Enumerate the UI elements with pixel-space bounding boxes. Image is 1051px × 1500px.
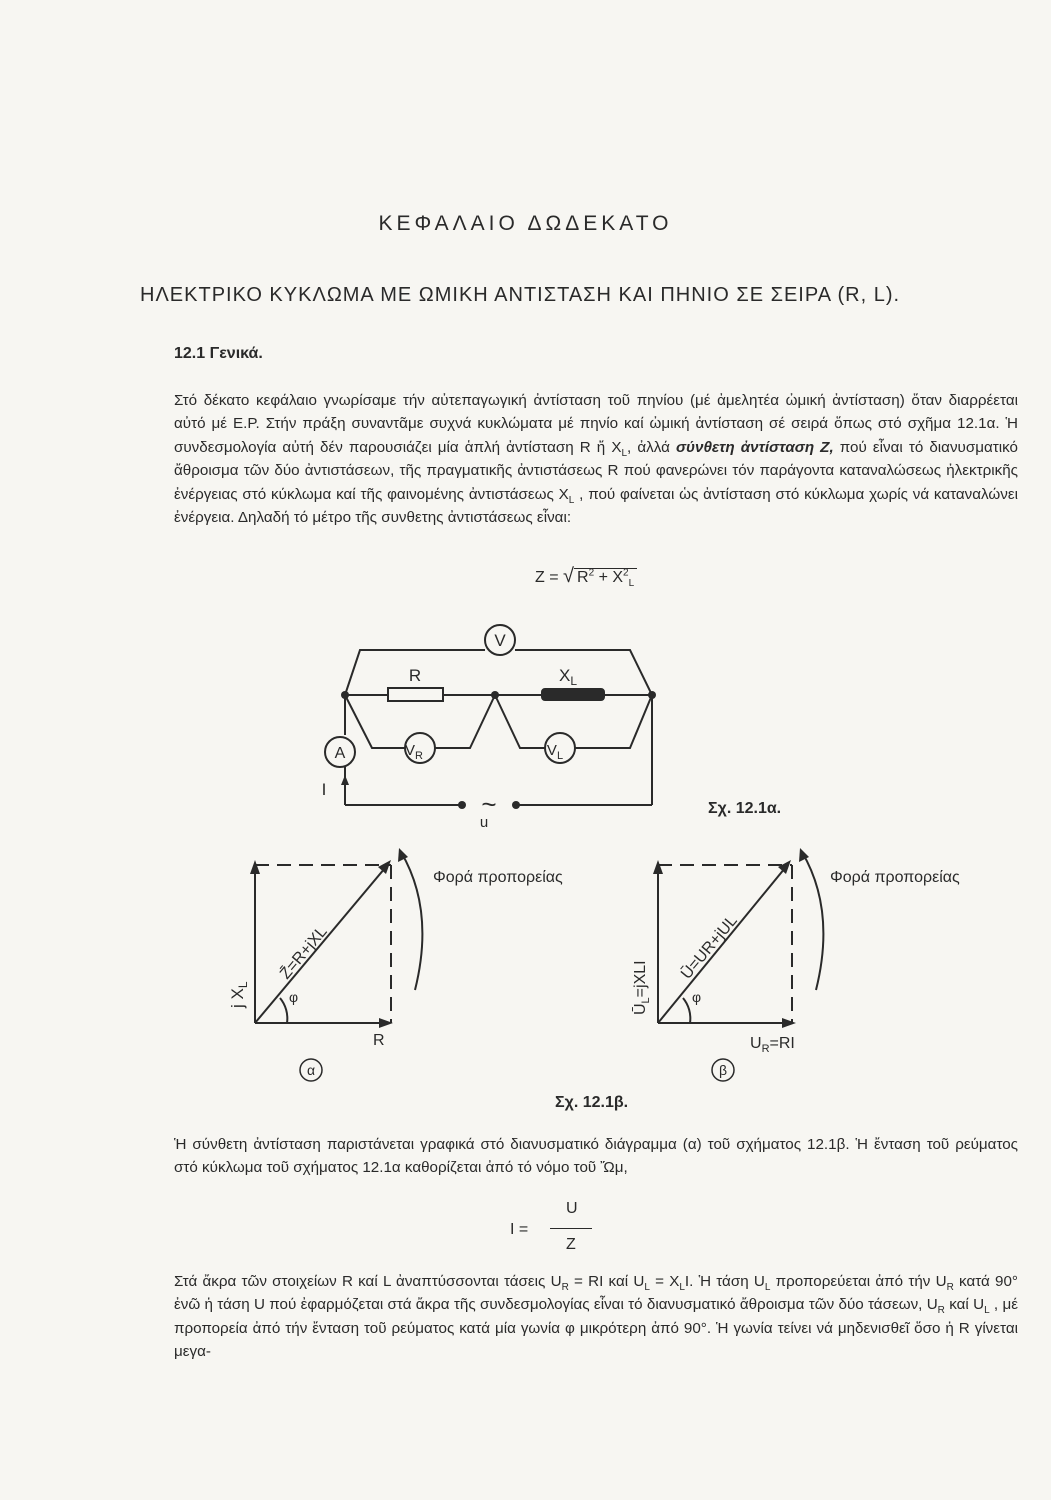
- terminal-right: [512, 801, 520, 809]
- inductor-symbol: [542, 689, 604, 700]
- formula-x-sup: 2: [623, 567, 629, 579]
- p3-f: κατά 90° ἐνῶ ἡ τάση U πού ἐφαρμόζεται στά ἄκρα τῆς συνδεσμολογίας εἶναι τό διανυσματικό ἄθροισμα τῶν δύο τάσεων, U: [174, 1273, 1018, 1314]
- p3-h: , μέ προπορεία ἀπό τήν ἔνταση τοῦ ρεύματος κατά μία γωνία φ μικρότερη ἀπό 90°. Ἡ γωνία τείνει νά μηδενισθεῖ ὅσο ἡ R γίνεται μεγα-: [174, 1296, 1018, 1361]
- ammeter-label: A: [334, 745, 346, 762]
- formula-z-lhs: Z =: [535, 569, 559, 586]
- phasor-b-angle-label: φ: [692, 989, 702, 1005]
- p3-b: = RI καί U: [568, 1273, 645, 1290]
- node-left: [341, 691, 349, 699]
- p3-c-sub: L: [679, 1282, 685, 1294]
- vr-meter-label: $V_R$: [405, 742, 423, 762]
- wire-vr-right: [435, 695, 495, 748]
- phasor-b-rotation-arrowhead: [799, 848, 809, 862]
- phasor-b-rotation-arc: [802, 852, 823, 990]
- wire-vl-left: [495, 695, 545, 748]
- formula-i-lhs: I =: [510, 1221, 529, 1238]
- phasor-b-diagonal-arrowhead: [778, 860, 791, 874]
- source-symbol: ~: [481, 789, 497, 819]
- circuit-diagram: [300, 615, 700, 835]
- formula-impedance: [535, 565, 637, 588]
- phasor-a-diagonal-arrowhead: [378, 860, 391, 874]
- p3-g-sub: L: [984, 1305, 990, 1317]
- voltmeter-label: V: [494, 631, 506, 650]
- formula-i-fraction-bar: [550, 1228, 592, 1229]
- phasor-b-vertical-label: $Ū_L=jXLI$: [632, 960, 652, 1015]
- phasor-a-angle-arc: [280, 998, 287, 1023]
- phasor-a-marker: α: [306, 1062, 316, 1078]
- p3-a-sub: R: [561, 1282, 569, 1294]
- paragraph-phasor: Ἡ σύνθετη ἀντίσταση παριστάνεται γραφικά στό διανυσματικό διάγραμμα (α) τοῦ σχήματος 12.1β. Ἡ ἔνταση τοῦ ρεύματος στό κύκλωμα τοῦ σχήματος 12.1α καθορίζεται ἀπό τό νόμο τοῦ Ὤμ,: [174, 1136, 1018, 1177]
- chapter-title: ΗΛΕΚΤΡΙΚΟ ΚΥΚΛΩΜΑ ΜΕ ΩΜΙΚΗ ΑΝΤΙΣΤΑΣΗ ΚΑΙ ΠΗΝΙΟ ΣΕ ΣΕΙΡΑ (R, L).: [140, 284, 901, 306]
- chapter-heading: ΚΕΦΑΛΑΙΟ ΔΩΔΕΚΑΤΟ: [378, 212, 673, 235]
- phasor-diagram-b: [630, 840, 1010, 1090]
- p3-c: = X: [649, 1273, 680, 1290]
- source-label: u: [479, 814, 489, 831]
- phasor-a-rotation-arrowhead: [398, 848, 408, 862]
- paragraph-voltages: [174, 1270, 1018, 1364]
- p3-a: Στά ἄκρα τῶν στοιχείων R καί L ἀναπτύσσονται τάσεις U: [174, 1273, 562, 1290]
- wire-vr-left: [345, 695, 405, 748]
- phasor-a-vertical-label: j $X_L$: [228, 981, 250, 1008]
- p3-g: καί U: [944, 1296, 985, 1314]
- formula-i-denominator: Z: [566, 1236, 576, 1253]
- paragraph-intro: [174, 389, 1018, 529]
- formula-x-sub: L: [628, 578, 635, 590]
- phasor-a-rotation-arc: [401, 852, 422, 990]
- sqrt-symbol: √: [563, 565, 574, 587]
- formula-r-sup: 2: [588, 567, 595, 579]
- intro-text-3: πού εἶναι τό διανυσματικό ἄθροισμα τῶν δύο ἀντιστάσεων, τῆς πραγματικῆς ἀντιστάσεως R πού φανερώνει τόν παράγοντα καταναλώσεως ἠλεκτρικῆς ἐνέργειας στό κύκλωμα καί τῆς φαινομένης ἀντιστάσεως X: [174, 438, 1018, 503]
- formula-r: R: [577, 569, 589, 586]
- intro-sub-2: L: [568, 494, 575, 506]
- intro-text-2: , ἀλλά: [627, 438, 676, 456]
- p3-d-sub: L: [764, 1282, 771, 1294]
- figure-1a-caption: Σχ. 12.1α.: [708, 800, 782, 817]
- phasor-a-diagonal-label: Z̄=R+jXL: [277, 923, 331, 983]
- resistor-label: R: [408, 666, 422, 685]
- vl-meter-label: $V_L$: [546, 742, 564, 762]
- phasor-b-horizontal-label: $U_R=RI$: [750, 1035, 795, 1055]
- phasor-a-vertical-arrowhead: [250, 860, 260, 874]
- p3-d: I. Ἡ τάση U: [684, 1273, 765, 1290]
- phasor-b-rotation-label: Φορά προπορείας: [830, 869, 960, 886]
- formula-radicand: [574, 567, 637, 590]
- phasor-b-angle-arc: [683, 998, 690, 1023]
- phasor-b-horizontal-arrowhead: [782, 1018, 796, 1028]
- figure-1b-caption: Σχ. 12.1β.: [555, 1094, 629, 1111]
- terminal-left: [458, 801, 466, 809]
- current-label: I: [321, 780, 327, 799]
- phasor-b-vertical-arrowhead: [653, 860, 663, 874]
- phasor-a-angle-label: φ: [289, 989, 299, 1005]
- inductor-label: $X_L$: [558, 666, 578, 688]
- phasor-b-marker: β: [718, 1062, 728, 1078]
- phasor-a-rotation-label: Φορά προπορείας: [433, 869, 563, 886]
- intro-text-1: Στό δέκατο κεφάλαιο γνωρίσαμε τήν αὐτεπαγωγική ἀντίσταση τοῦ πηνίου (μέ ἀμελητέα ὠμική ἀντίσταση) ὅταν διαρρέεται αὐτό μέ Ε.Ρ. Στήν πράξη συναντᾶμε συχνά κυκλώματα μέ πηνίο καί ὠμική ἀντίσταση σέ σειρά ὅπως στό σχῆμα 12.1α. Ἡ συνδεσμολογία αὐτή δέν παρουσιάζει μία ἁπλή ἀντίσταση R ἤ X: [174, 392, 1018, 456]
- current-arrow: [341, 775, 349, 785]
- intro-sub-1: L: [621, 447, 628, 459]
- intro-bold-term: σύνθετη ἀντίσταση Z,: [675, 438, 834, 456]
- formula-i-numerator: U: [566, 1200, 578, 1217]
- phasor-b-diagonal-label: Ū=UR+jUL: [678, 912, 741, 983]
- p3-f-sub: R: [937, 1305, 945, 1317]
- wire-vl-right: [575, 695, 652, 748]
- intro-text-4: , πού φαίνεται ὡς ἀντίσταση στό κύκλωμα χωρίς νά καταναλώνει ἐνέργεια. Δηλαδή τό μέτρο τῆς συνθετης ἀντιστάσεως εἶναι:: [174, 485, 1018, 527]
- p3-e-sub: R: [946, 1282, 954, 1294]
- phasor-diagram-a: [215, 840, 595, 1090]
- phasor-a-horizontal-label: R: [373, 1032, 385, 1049]
- node-right: [648, 691, 656, 699]
- p3-e: προπορεύεται ἀπό τήν U: [770, 1273, 947, 1290]
- formula-ohm: [510, 1200, 610, 1260]
- section-heading: 12.1 Γενικά.: [174, 345, 263, 362]
- p3-b-sub: L: [644, 1282, 650, 1294]
- resistor-symbol: [388, 688, 443, 701]
- formula-x: + X: [594, 569, 624, 586]
- node-middle: [491, 691, 499, 699]
